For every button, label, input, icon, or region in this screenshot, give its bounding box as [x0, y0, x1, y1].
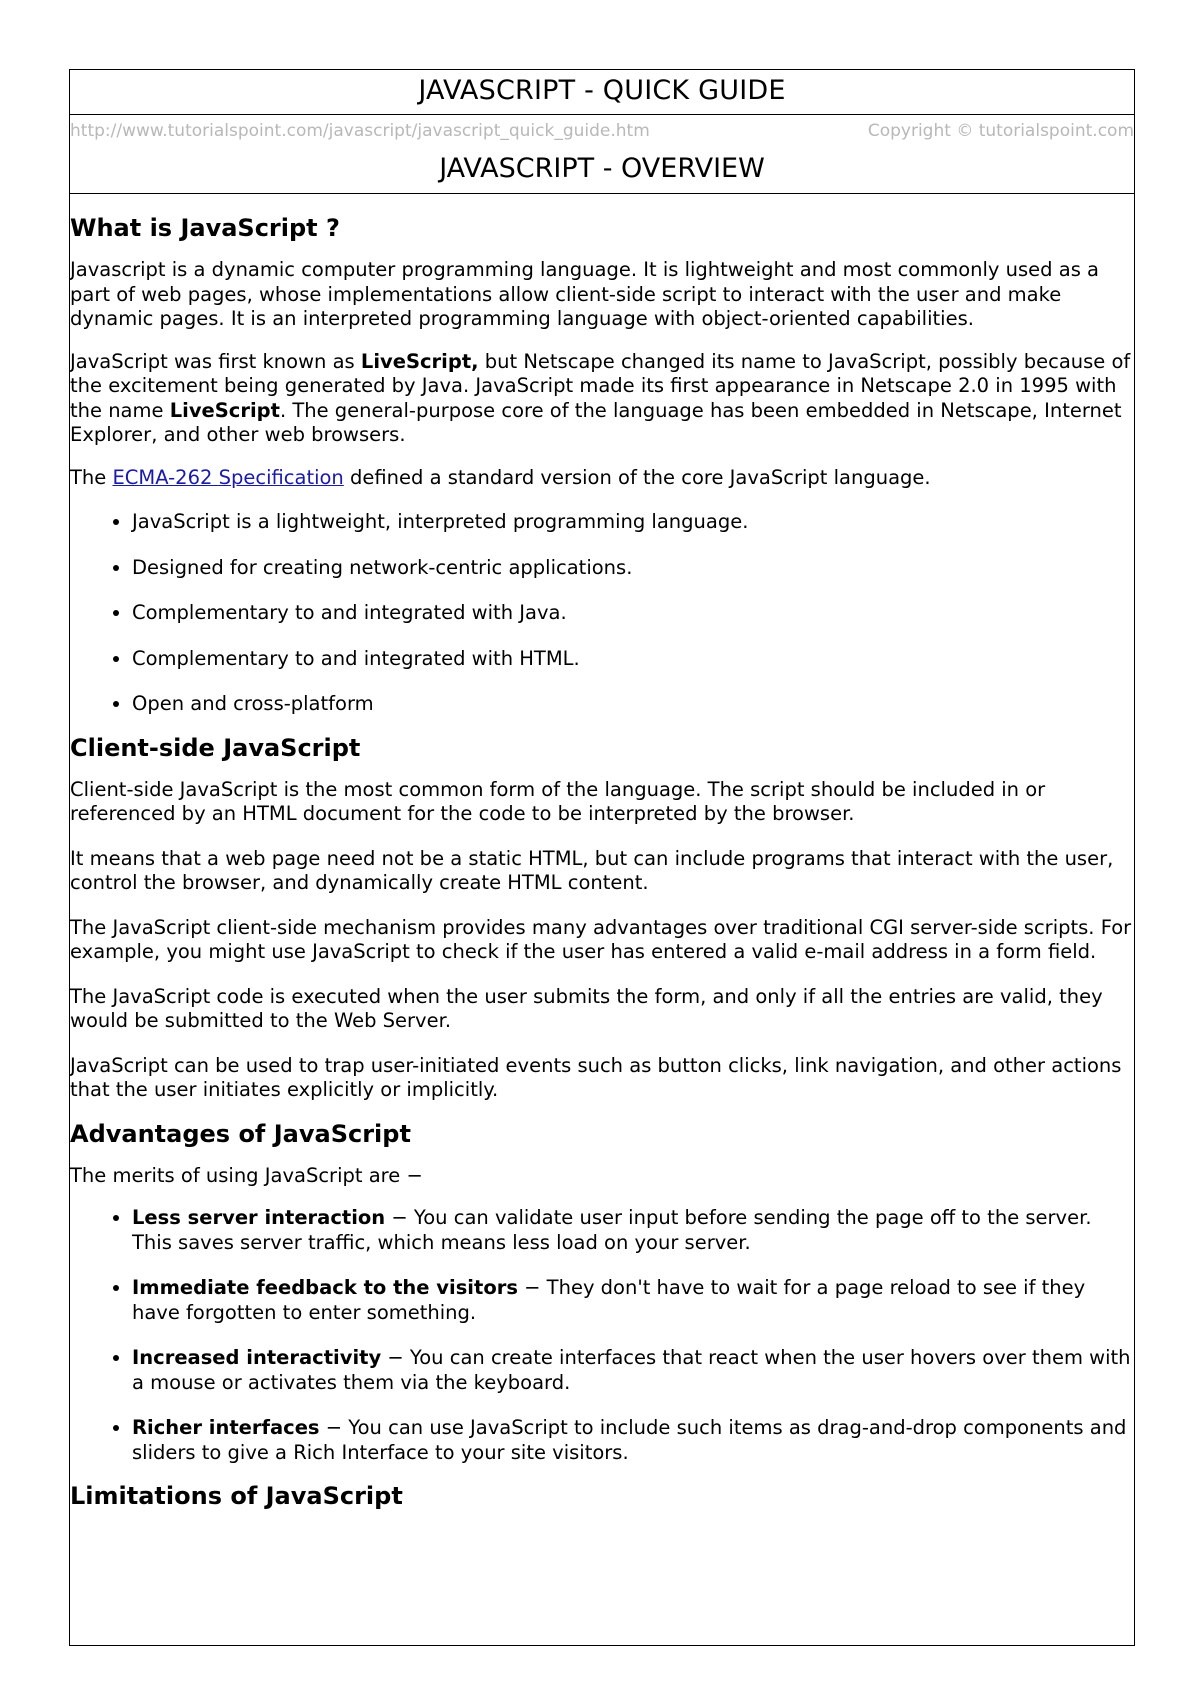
list-item: [132, 1206, 1134, 1255]
features-list: [70, 510, 1134, 717]
text-span: JavaScript was first known as: [70, 349, 361, 373]
list-item: [132, 1276, 1134, 1325]
section-title: JAVASCRIPT - OVERVIEW: [70, 145, 1134, 194]
list-item: [132, 1416, 1134, 1465]
advantage-desc: − You can validate user input before sending the page off to the server. This saves server traffic, which means less load on your server.: [132, 1206, 1092, 1254]
bold-term: LiveScript: [169, 398, 280, 422]
heading-client-side: Client-side JavaScript: [70, 733, 361, 762]
list-item: • Designed for creating network-centric applications.: [132, 556, 1134, 581]
list-item: • Complementary to and integrated with HTML.: [132, 647, 1134, 672]
list-item: [132, 1346, 1134, 1395]
paragraph-client-side-1: Client-side JavaScript is the most common form of the language. The script should be included in or referenced by an HTML document for the code to be interpreted by the browser.: [70, 777, 1046, 825]
paragraph-client-side-5: JavaScript can be used to trap user-initiated events such as button clicks, link navigation, and other actions that the user initiates explicitly or implicitly.: [70, 1053, 1122, 1101]
list-item: • JavaScript is a lightweight, interpreted programming language.: [132, 510, 1134, 535]
paragraph-client-side-3: The JavaScript client-side mechanism provides many advantages over traditional CGI server-side scripts. For example, you might use JavaScript to check if the user has entered a valid e-mail address in a form field.: [70, 915, 1132, 963]
heading-what-is: What is JavaScript ?: [70, 214, 340, 242]
text-span: . The general-purpose core of the language has been embedded in Netscape, Internet Explorer, and other web browsers.: [70, 398, 1122, 446]
advantage-desc: − You can create interfaces that react when the user hovers over them with a mouse or activates them via the keyboard.: [132, 1346, 1131, 1394]
list-item: • Complementary to and integrated with Java.: [132, 601, 1134, 626]
document-page: [69, 69, 1135, 1646]
advantage-term: Immediate feedback to the visitors: [132, 1276, 518, 1299]
text-span: but Netscape changed its name to JavaScript, possibly because of the excitement being generated by Java. JavaScript made its first appearance in Netscape 2.0 in 1995 with the name: [70, 349, 1131, 422]
paragraph-what-is-3: [70, 466, 1134, 491]
copyright-notice: Copyright © tutorialspoint.com: [867, 121, 1134, 141]
source-url: http://www.tutorialspoint.com/javascript/javascript_quick_guide.htm: [70, 121, 650, 141]
content-body: [70, 213, 1134, 1511]
advantage-term: Richer interfaces: [132, 1416, 320, 1439]
advantage-desc: − They don't have to wait for a page reload to see if they have forgotten to enter something.: [132, 1276, 1086, 1324]
list-item: • Open and cross-platform: [132, 692, 1134, 717]
heading-limitations: Limitations of JavaScript: [70, 1482, 403, 1510]
ecma-spec-link[interactable]: ECMA-262 Specification: [112, 465, 344, 489]
paragraph-what-is-2: [70, 350, 1134, 448]
text-span: The: [70, 465, 113, 489]
advantage-desc: − You can use JavaScript to include such items as drag-and-drop components and sliders to give a Rich Interface to your site visitors.: [132, 1416, 1127, 1464]
paragraph-client-side-4: The JavaScript code is executed when the user submits the form, and only if all the entries are valid, they would be submitted to the Web Server.: [70, 984, 1103, 1032]
paragraph-client-side-2: It means that a web page need not be a static HTML, but can include programs that interact with the user, control the browser, and dynamically create HTML content.: [70, 846, 1114, 894]
document-title: JAVASCRIPT - QUICK GUIDE: [70, 70, 1134, 115]
advantage-term: Less server interaction: [132, 1206, 386, 1229]
paragraph-what-is-1: Javascript is a dynamic computer programming language. It is lightweight and most commonly used as a part of web pages, whose implementations allow client-side script to interact with the user and make dynamic pages. It is an interpreted programming language with object-oriented capabilities.: [70, 258, 1100, 330]
bold-term: LiveScript,: [360, 349, 479, 373]
url-row: [70, 115, 1134, 145]
text-span: defined a standard version of the core JavaScript language.: [343, 465, 931, 489]
advantage-term: Increased interactivity: [132, 1346, 382, 1369]
advantages-list: [70, 1206, 1134, 1465]
paragraph-advantages-intro: The merits of using JavaScript are −: [70, 1163, 423, 1187]
heading-advantages: Advantages of JavaScript: [70, 1119, 411, 1148]
